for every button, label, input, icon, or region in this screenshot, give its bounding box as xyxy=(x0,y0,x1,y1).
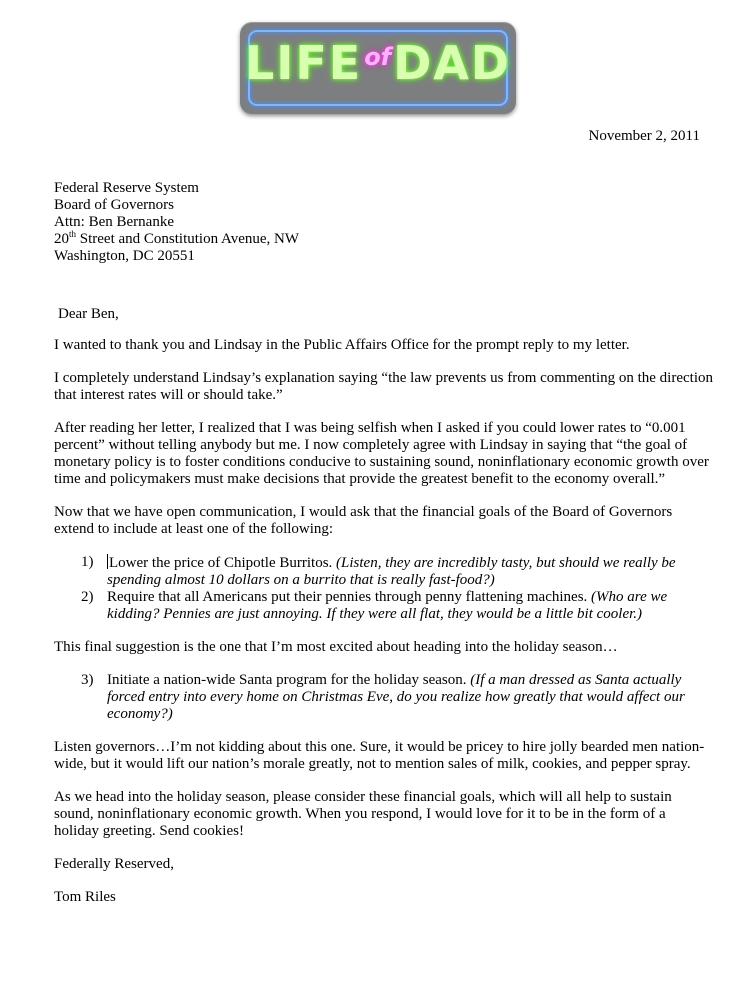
paragraph-holiday-season: As we head into the holiday season, please consider these financial goals, which will all help to sustain sound, noninflationary economic growth. When you respond, I would love for it to be in the form of a holiday greeting. Send cookies! xyxy=(54,789,672,839)
closing: Federally Reserved, xyxy=(54,856,174,872)
list-item xyxy=(54,672,714,723)
list-item-text: Require that all Americans put their pennies through penny flattening machines. xyxy=(107,589,592,605)
list-item-note: (Who are we kidding? Pennies are just annoying. If they were all flat, they would be a little bit cooler.) xyxy=(107,589,668,622)
paragraph-understand: I completely understand Lindsay’s explanation saying “the law prevents us from commenting on the direction that interest rates will or should take.” xyxy=(54,370,713,403)
paragraph-request: Now that we have open communication, I would ask that the financial goals of the Board of Governors extend to include at least one of the following: xyxy=(54,504,673,537)
paragraph-final-suggestion: This final suggestion is the one that I’m most excited about heading into the holiday season… xyxy=(54,639,618,655)
salutation: Dear Ben, xyxy=(58,306,119,322)
paragraph-listen-governors: Listen governors…I’m not kidding about this one. Sure, it would be pricey to hire jolly bearded men nation-wide, but it would lift our nation’s morale greatly, not to mention sales of milk, cookies, and pepper spray. xyxy=(54,739,705,772)
address-line-3: Attn: Ben Bernanke xyxy=(54,214,174,230)
list-item-text: Initiate a nation-wide Santa program for the holiday season. xyxy=(107,672,471,688)
paragraph-after-reading: After reading her letter, I realized that I was being selfish when I asked if you could lower rates to “0.001 percent” without telling anybody but me. I now completely agree with Lindsay in saying that “the goal of monetary policy is to foster conditions conducive to sustaining sound, noninflationary economic growth over time and policymakers must make decisions that provide the greatest benefit to the economy overall.” xyxy=(54,420,709,487)
address-line-5: Washington, DC 20551 xyxy=(54,248,195,264)
address-line-4 xyxy=(54,231,714,248)
paragraph-thanks: I wanted to thank you and Lindsay in the Public Affairs Office for the prompt reply to my letter. xyxy=(54,337,630,353)
letter-date: November 2, 2011 xyxy=(588,128,700,144)
logo-word-of: of xyxy=(364,43,392,71)
goals-list-2 xyxy=(54,672,714,723)
list-item xyxy=(54,554,714,589)
list-item-note: (Listen, they are incredibly tasty, but should we really be spending almost 10 dollars on a burrito that is really fast-food?) xyxy=(107,555,676,588)
list-item-number: 2) xyxy=(81,589,94,605)
signature: Tom Riles xyxy=(54,889,116,905)
recipient-address xyxy=(54,180,714,265)
life-of-dad-logo xyxy=(240,22,516,114)
list-item-number: 1) xyxy=(81,554,94,570)
list-item-note: (If a man dressed as Santa actually forced entry into every home on Christmas Eve, do you realize how greatly that would affect our economy?) xyxy=(107,672,685,722)
list-item-number: 3) xyxy=(81,672,94,688)
letter-body xyxy=(54,337,714,922)
address-street-number: 20 xyxy=(54,231,69,247)
list-item-text: Lower the price of Chipotle Burritos. xyxy=(109,555,337,571)
address-ordinal-suffix: th xyxy=(69,229,77,239)
text-cursor xyxy=(107,554,108,569)
logo-text xyxy=(240,36,516,90)
list-item xyxy=(54,589,714,623)
logo-word-life: LIFE xyxy=(244,36,363,90)
address-line-1: Federal Reserve System xyxy=(54,180,199,196)
logo-word-dad: DAD xyxy=(393,36,512,90)
goals-list-1 xyxy=(54,554,714,623)
address-street-rest: Street and Constitution Avenue, NW xyxy=(76,231,300,247)
address-line-2: Board of Governors xyxy=(54,197,174,213)
